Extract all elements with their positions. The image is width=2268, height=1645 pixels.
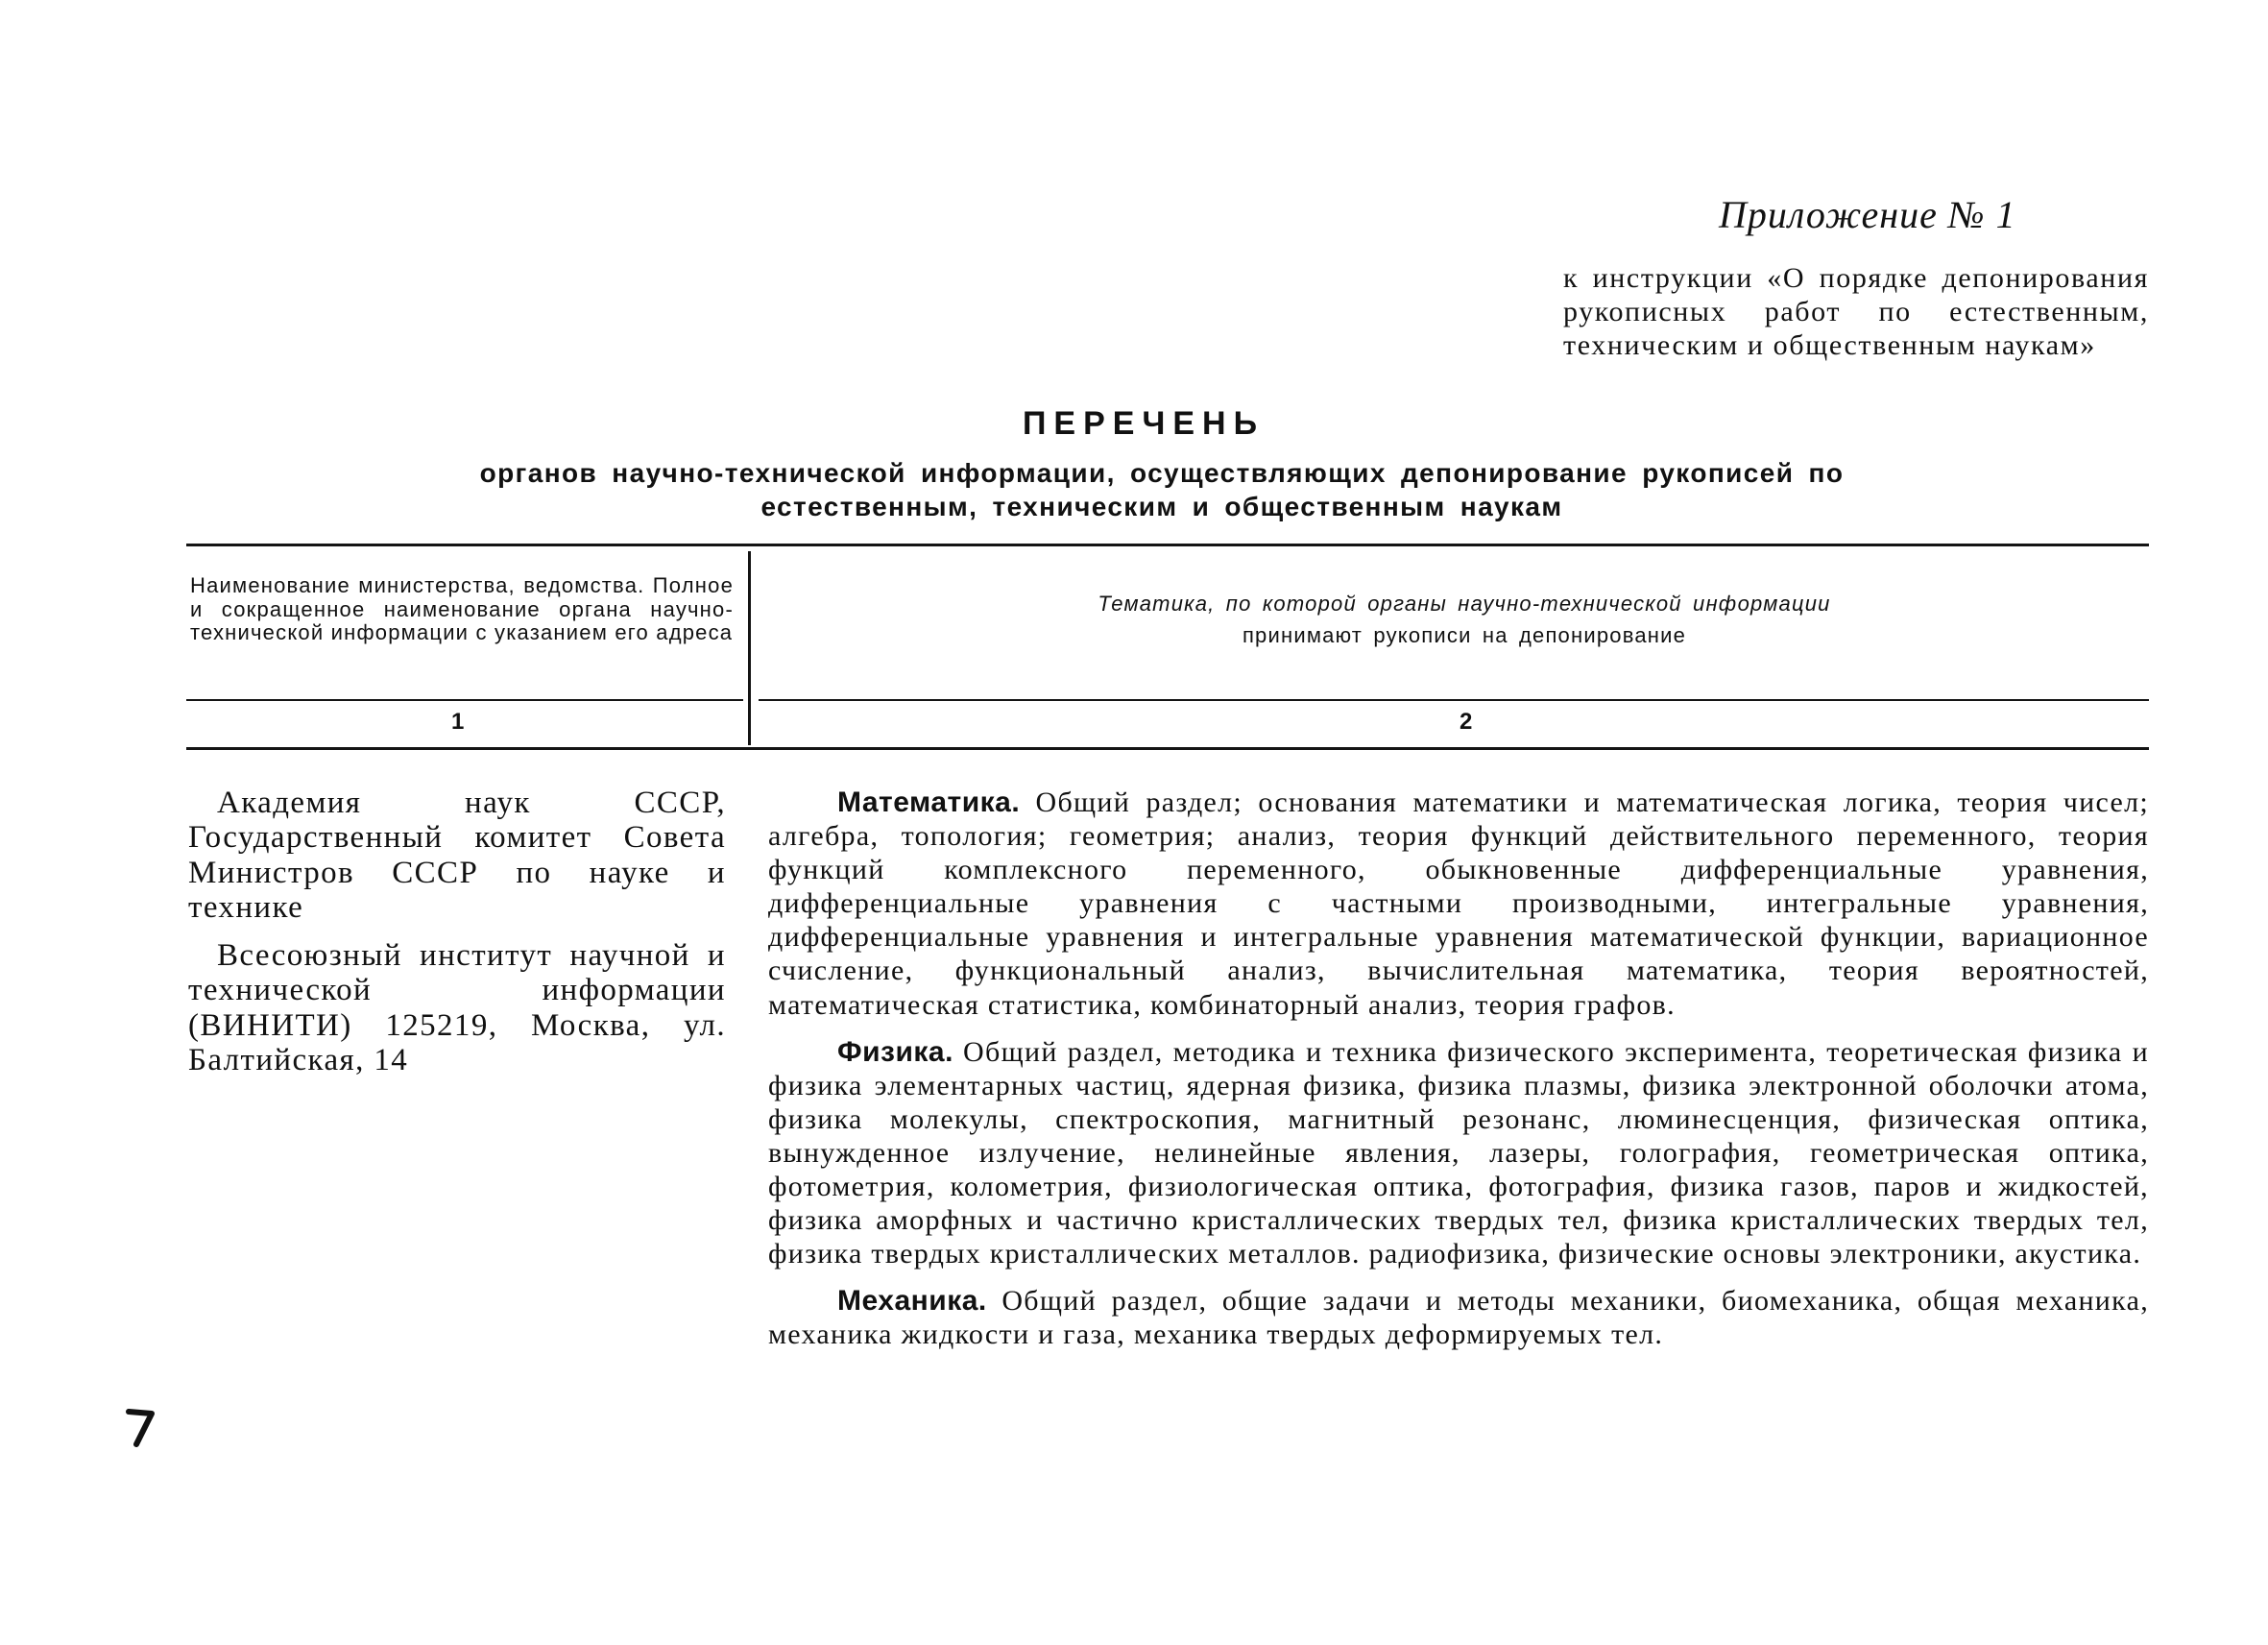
organization-cell [188, 786, 726, 1091]
appendix-note: к инструкции «О порядке депонирования рукописных работ по естественным, техническим и общественным наукам» [1563, 262, 2149, 362]
topic-subject-physics: Физика. [837, 1035, 953, 1068]
topics-cell [768, 786, 2149, 1366]
topic-subject-mathematics: Математика. [837, 786, 1021, 818]
document-subtitle: органов научно-технической информации, осуществляющих депонирование рукописей по естественным, техническим и общественным наукам [479, 458, 1845, 521]
header-bottom-rule-col1 [186, 699, 743, 701]
header-bottom-rule-col2 [759, 699, 2149, 701]
organization-institute: Всесоюзный институт научной и технической информации (ВИНИТИ) 125219, Москва, ул. Балтийская, 14 [188, 938, 726, 1078]
column-header-topics-line1: Тематика, по которой органы научно-технической информации [1098, 592, 1831, 616]
topic-subject-mechanics: Механика. [837, 1285, 987, 1318]
column-header-topics [768, 588, 2160, 651]
table-top-rule [186, 544, 2149, 546]
table-column-divider [748, 551, 751, 745]
document-title: ПЕРЕЧЕНЬ [1022, 405, 1266, 442]
topic-text-physics: Общий раздел, методика и техника физического эксперимента, теоретическая физика и физика элементарных частиц, ядерная физика, физика плазмы, физика электронной оболочки атома, физика молекулы, спектроскопия, магнитный резонанс, люминесценция, физическая оптика, вынужденное излучение, нелинейные явления, лазеры, голография, геометрическая оптика, фотометрия, колометрия, физиологическая оптика, фотография, физика газов, паров и жидкостей, физика аморфных и частично кристаллических твердых тел, физика кристаллических твердых тел, физика твердых кристаллических металлов. радиофизика, физические основы электроники, акустика. [768, 1035, 2149, 1270]
organization-ministry: Академия наук СССР, Государственный комитет Совета Министров СССР по науке и технике [188, 786, 726, 925]
appendix-title: Приложение № 1 [1719, 193, 2016, 236]
topic-paragraph-mathematics [768, 786, 2149, 1022]
column-number-2: 2 [1460, 709, 1473, 735]
topic-paragraph-physics [768, 1035, 2149, 1271]
column-number-1: 1 [451, 709, 465, 735]
topic-text-mechanics: Общий раздел, общие задачи и методы механики, биомеханика, общая механика, механика жидкости и газа, механика твердых деформируемых тел. [768, 1285, 2149, 1351]
topic-text-mathematics: Общий раздел; основания математики и математическая логика, теория чисел; алгебра, топология; геометрия; анализ, теория функций действительного переменного, теория функций комплексного переменного, обыкновенные дифференциальные уравнения, дифференциальные уравнения с частными производными, интегральные уравнения, дифференциальные уравнения и интегральные уравнения математической функции, вариационное счисление, функциональный анализ, вычислительная математика, теория вероятностей, математическая статистика, комбинаторный анализ, теория графов. [768, 786, 2149, 1021]
column-header-organization: Наименование министерства, ведомства. Полное и сокращенное наименование органа научно-технической информации с указанием его адреса [190, 573, 734, 645]
column-numbers-bottom-rule [186, 747, 2149, 750]
page-number-mark [123, 1406, 159, 1450]
column-header-topics-line2: принимают рукописи на депонирование [1242, 623, 1687, 647]
topic-paragraph-mechanics [768, 1284, 2149, 1351]
